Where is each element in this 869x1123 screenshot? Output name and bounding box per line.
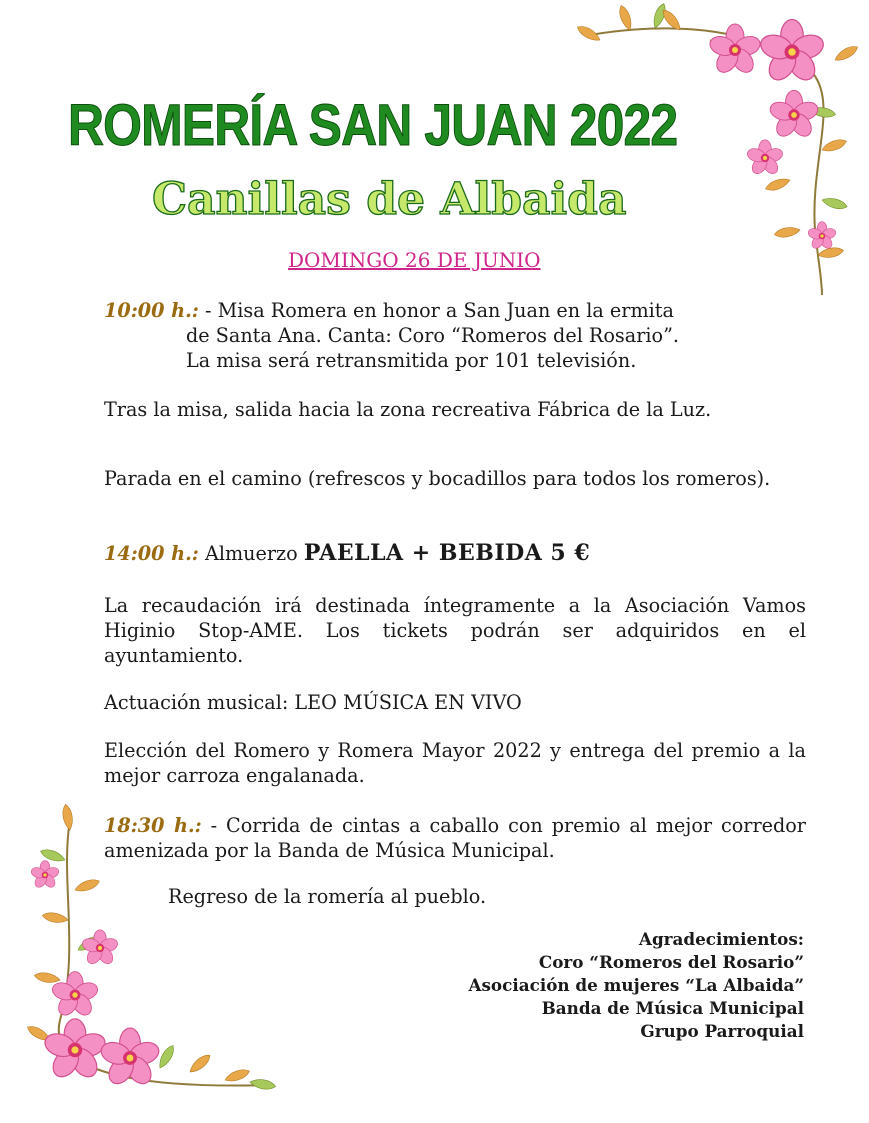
paragraph-departure: Tras la misa, salida hacia la zona recreativa Fábrica de la Luz. — [104, 398, 712, 421]
schedule-text: - Corrida de cintas a caballo con premio al mejor corredor amenizada por la Banda de Música Municipal. — [104, 814, 806, 862]
schedule-item-1830 — [104, 813, 806, 863]
paella-price: PAELLA + BEBIDA 5 € — [303, 540, 591, 566]
schedule-text: de Santa Ana. Canta: Coro “Romeros del Rosario”. — [186, 324, 679, 347]
acknowledgement-item: Banda de Música Municipal — [541, 998, 804, 1018]
schedule-text: - Misa Romera en honor a San Juan en la ermita — [198, 299, 674, 322]
acknowledgement-item: Coro “Romeros del Rosario” — [538, 952, 804, 972]
schedule-time: 14:00 h.: — [104, 542, 199, 565]
schedule-time: 10:00 h.: — [104, 299, 199, 322]
schedule-item-10 — [104, 298, 806, 373]
schedule-text: Almuerzo — [198, 542, 304, 565]
paragraph-music: Actuación musical: LEO MÚSICA EN VIVO — [104, 691, 522, 714]
page-subtitle: Canillas de Albaida — [152, 174, 627, 225]
paragraph-fundraising: La recaudación irá destinada íntegramente a la Asociación Vamos Higinio Stop-AME. Los tickets podrán ser adquiridos en el ayuntamiento. — [104, 594, 806, 667]
acknowledgements-heading: Agradecimientos: — [638, 929, 804, 949]
page-title: ROMERÍA SAN JUAN 2022 — [68, 93, 678, 158]
acknowledgements — [468, 928, 804, 1043]
schedule-item-14 — [104, 541, 806, 566]
paragraph-stop: Parada en el camino (refrescos y bocadillos para todos los romeros). — [104, 467, 771, 490]
acknowledgement-item: Grupo Parroquial — [640, 1021, 804, 1041]
event-date: DOMINGO 26 DE JUNIO — [288, 248, 541, 272]
acknowledgement-item: Asociación de mujeres “La Albaida” — [468, 975, 804, 995]
paragraph-election: Elección del Romero y Romera Mayor 2022 y entrega del premio a la mejor carroza engalanada. — [104, 739, 806, 787]
schedule-text: La misa será retransmitida por 101 televisión. — [186, 349, 637, 372]
paragraph-return: Regreso de la romería al pueblo. — [168, 885, 487, 908]
schedule-time: 18:30 h.: — [104, 814, 202, 837]
